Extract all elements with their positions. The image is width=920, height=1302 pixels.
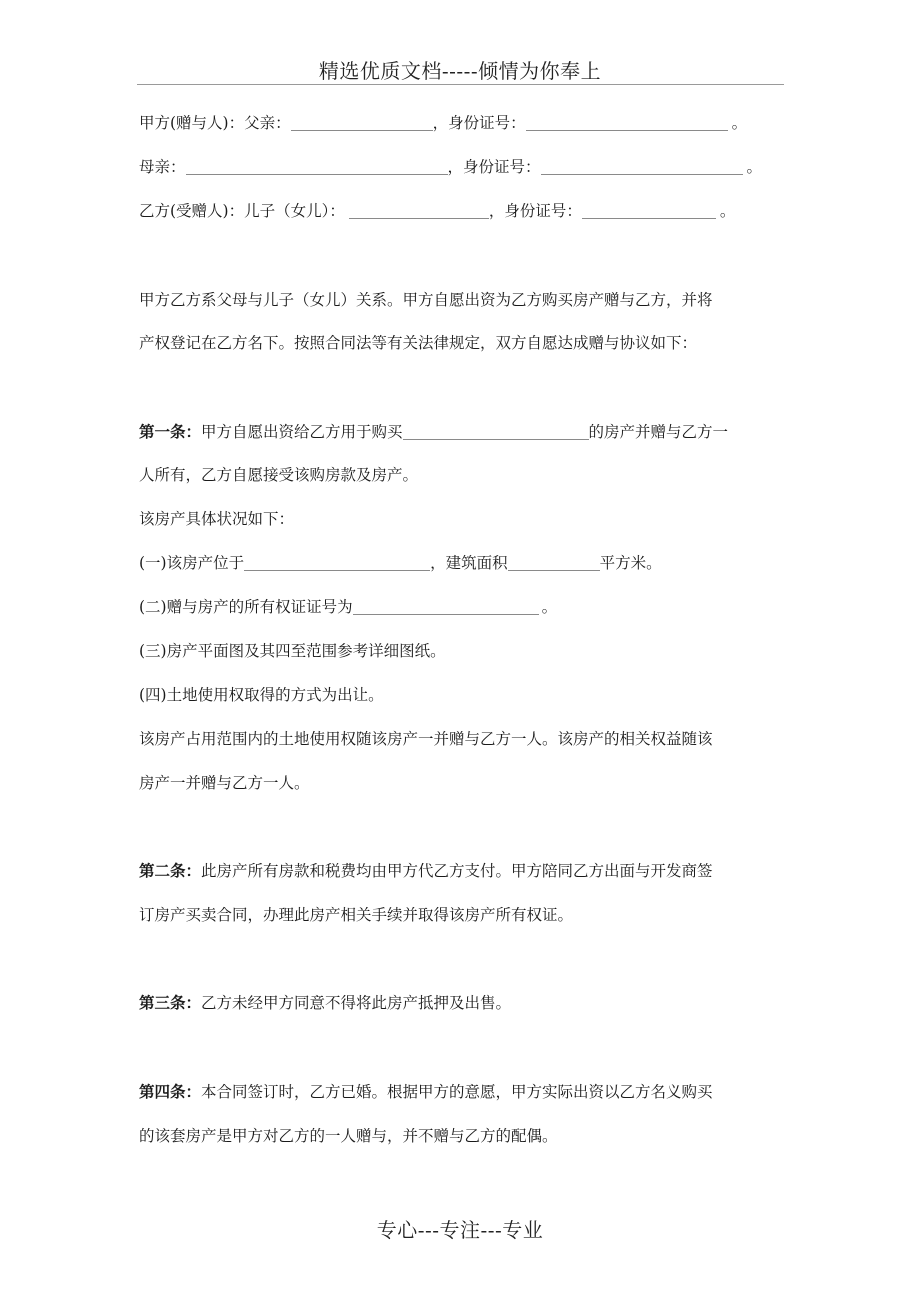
- article-4-line-1: [139, 1082, 713, 1102]
- father-name-blank[interactable]: [291, 114, 433, 131]
- article-1-text-post: 的房产并赠与乙方一: [588, 423, 729, 441]
- article-2-line-2: 订房产买卖合同，办理此房产相关手续并取得该房产所有权证。: [139, 906, 574, 924]
- article-1-line-2: 人所有，乙方自愿接受该购房款及房产。: [139, 466, 419, 484]
- party-a-mother-line: [139, 157, 762, 177]
- article-1-item-2: [139, 597, 557, 617]
- id-label: ，身份证号：: [447, 158, 541, 176]
- article-1-item-1: [139, 553, 662, 573]
- item-1-text: (一)该房产位于: [139, 554, 245, 572]
- party-a-father-line: [139, 113, 747, 133]
- article-2-line-1: [139, 861, 713, 881]
- article-1-text: 甲方自愿出资给乙方用于购买: [201, 423, 403, 441]
- child-id-blank[interactable]: [582, 202, 716, 219]
- article-4-heading: 第四条：: [139, 1082, 202, 1101]
- article-4-text: 本合同签订时，乙方已婚。根据甲方的意愿，甲方实际出资以乙方名义购买: [201, 1083, 713, 1101]
- purchase-blank[interactable]: [403, 423, 589, 440]
- location-blank[interactable]: [244, 554, 430, 571]
- article-3-heading: 第三条：: [139, 993, 202, 1012]
- article-1-item-3: (三)房产平面图及其四至范围参考详细图纸。: [139, 642, 446, 660]
- id-label: ，身份证号：: [432, 114, 526, 132]
- party-a-label: 甲方(赠与人)：父亲：: [139, 114, 291, 132]
- id-label: ，身份证号：: [488, 202, 582, 220]
- article-1-line-4: 该房产占用范围内的土地使用权随该房产一并赠与乙方一人。该房产的相关权益随该: [139, 730, 713, 748]
- party-b-line: [139, 201, 735, 221]
- item-1-area-label: ，建筑面积: [430, 554, 508, 572]
- intro-line-1: 甲方乙方系父母与儿子（女儿）关系。甲方自愿出资为乙方购买房产赠与乙方，并将: [139, 291, 713, 309]
- period: 。: [746, 158, 763, 176]
- period: 。: [719, 202, 736, 220]
- article-2-text: 此房产所有房款和税费均由甲方代乙方支付。甲方陪同乙方出面与开发商签: [201, 862, 713, 880]
- father-id-blank[interactable]: [526, 114, 728, 131]
- intro-line-2: 产权登记在乙方名下。按照合同法等有关法律规定，双方自愿达成赠与协议如下：: [139, 334, 698, 352]
- article-2-heading: 第二条：: [139, 861, 202, 880]
- child-name-blank[interactable]: [349, 202, 489, 219]
- article-3-text: 乙方未经甲方同意不得将此房产抵押及出售。: [201, 994, 512, 1012]
- item-2-text: (二)赠与房产的所有权证证号为: [139, 598, 353, 616]
- mother-id-blank[interactable]: [541, 158, 743, 175]
- article-1-line-5: 房产一并赠与乙方一人。: [139, 774, 310, 792]
- article-1-item-4: (四)土地使用权取得的方式为出让。: [139, 686, 384, 704]
- item-2-period: 。: [541, 598, 558, 616]
- article-1-line-3: 该房产具体状况如下：: [139, 510, 295, 528]
- party-b-label: 乙方(受赠人)：儿子（女儿）：: [139, 202, 345, 220]
- article-3-line-1: [139, 993, 511, 1013]
- period: 。: [731, 114, 748, 132]
- article-1-heading: 第一条：: [139, 422, 202, 441]
- header-divider: [137, 84, 784, 85]
- article-4-line-2: 的该套房产是甲方对乙方的一人赠与，并不赠与乙方的配偶。: [139, 1127, 558, 1145]
- certificate-number-blank[interactable]: [353, 598, 539, 615]
- page-footer: 专心---专注---专业: [376, 1218, 544, 1242]
- article-1-line-1: [139, 422, 728, 442]
- mother-name-blank[interactable]: [186, 158, 448, 175]
- mother-label: 母亲：: [139, 158, 186, 176]
- area-blank[interactable]: [508, 554, 600, 571]
- item-1-unit: 平方米。: [599, 554, 662, 572]
- page-header: 精选优质文档-----倾情为你奉上: [318, 59, 602, 83]
